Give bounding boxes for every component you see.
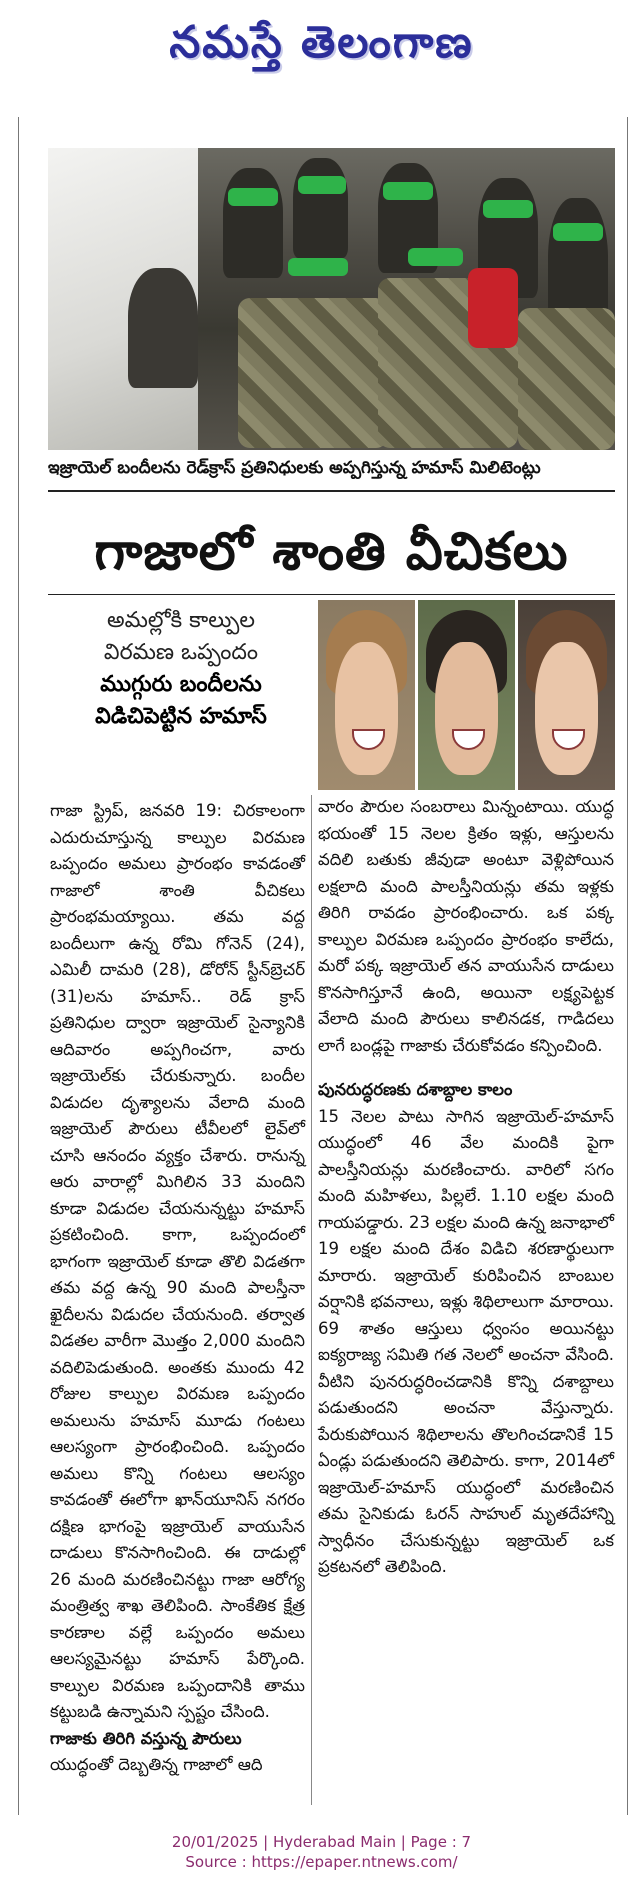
headline: గాజాలో శాంతి వీచికలు bbox=[94, 521, 569, 582]
headline-rule bbox=[48, 594, 615, 595]
deck-line: ముగ్గురు బందీలను bbox=[100, 672, 262, 697]
article-paragraph: వారం పౌరుల సంబరాలు మిన్నంటాయి. యుద్ధ భయంతో 15 నెలల క్రితం ఇళ్లు, ఆస్తులను వదిలి బతుకు జీవుడా అంటూ వెళ్లిపోయిన లక్షలాది మంది పాలస్తీనియన్లు తమ ఇళ్లకు తిరిగి రావడం ప్రారంభించారు. ఒక పక్క కాల్పుల విరమణ ఒప్పందం ప్రారంభం కాలేదు, మరో పక్క ఇజ్రాయెల్ తన వాయుసేన దాడులు కొనసాగిస్తూనే ఉంది, అయినా లక్ష్యపెట్టక వేలాది మంది పౌరులు కాలినడక, గాడిదలు లాగే బండ్లపై గాజాకు చేరుకోవడం కన్పించింది. bbox=[318, 797, 614, 1055]
photo-headband bbox=[553, 223, 603, 241]
article-subhead: గాజాకు తిరిగి వస్తున్న పౌరులు bbox=[50, 1728, 242, 1748]
photo-caption: ఇజ్రాయెల్ బందీలను రెడ్‌క్రాస్ ప్రతినిధులకు అప్పగిస్తున్న హమాస్ మిలిటెంట్లు bbox=[48, 458, 541, 478]
portrait-face bbox=[535, 642, 597, 775]
photo-redcross-vest bbox=[468, 268, 518, 348]
photo-headband bbox=[228, 188, 278, 206]
photo-headband bbox=[288, 258, 348, 276]
portrait-face bbox=[435, 642, 497, 775]
portrait bbox=[318, 600, 415, 790]
footer-source: Source : https://epaper.ntnews.com/ bbox=[185, 1853, 458, 1871]
deck-line: విడిచిపెట్టిన హమాస్ bbox=[95, 704, 267, 729]
photo-uniform bbox=[518, 308, 615, 450]
news-photo bbox=[48, 148, 615, 450]
photo-headband bbox=[298, 176, 346, 194]
photo-figure bbox=[128, 268, 198, 388]
caption-rule bbox=[48, 490, 615, 492]
article-paragraph: గాజా స్ట్రిప్, జనవరి 19: చిరకాలంగా ఎదురుచూస్తున్న కాల్పుల విరమణ ఒప్పందం అమలు ప్రారంభం కావడంతో గాజాలో శాంతి వీచికలు ప్రారంభమయ్యాయి. తమ వద్ద బందీలుగా ఉన్న రోమి గోనెన్ (24), ఎమిలీ దామరి (28), డోరోన్ స్టీన్‌బ్రెచర్ (31)లను హమాస్.. రెడ్ క్రాస్ ప్రతినిధుల ద్వారా ఇజ్రాయెల్ సైన్యానికి ఆదివారం అప్పగించగా, వారు ఇజ్రాయెల్‌కు చేరుకున్నారు. బందీల విడుదల దృశ్యాలను వేలాది మంది ఇజ్రాయెల్ పౌరులు టీవీలలో లైవ్‌లో చూసి ఆనందం వ్యక్తం చేశారు. రానున్న ఆరు వారాల్లో మిగిలిన 33 మందిని కూడా విడుదల చేయనున్నట్టు హమాస్ ప్రకటించింది. కాగా, ఒప్పందంలో భాగంగా ఇజ్రాయెల్ కూడా తొలి విడతగా తమ వద్ద ఉన్న 90 మంది పాలస్తీనా ఖైదీలను విడుదల చేయనుంది. తర్వాత విడతల వారీగా మొత్తం 2,000 మందిని వదిలిపెడుతుంది. అంతకు ముందు 42 రోజుల కాల్పుల విరమణ ఒప్పందం అమలును హమాస్ మూడు గంటలు ఆలస్యంగా ప్రారంభించింది. ఒప్పందం అమలు కొన్ని గంటలు ఆలస్యం కావడంతో ఈలోగా ఖాన్‌యూనిస్ నగరం దక్షిణ భాగంపై ఇజ్రాయెల్ వాయుసేన దాడులు కొనసాగించింది. ఈ దాడుల్లో 26 మంది మరణించినట్టు గాజా ఆరోగ్య మంత్రిత్వ శాఖ తెలిపింది. సాంకేతిక క్షేత్ర కారణాల వల్లే ఒప్పందం అమలు ఆలస్యమైనట్టు హమాస్ పేర్కొంది. కాల్పుల విరమణ ఒప్పందానికి తాము కట్టుబడి ఉన్నామని స్పష్టం చేసింది. bbox=[50, 801, 305, 1721]
deck bbox=[56, 605, 306, 733]
hostage-portraits bbox=[318, 600, 615, 790]
photo-figure bbox=[293, 158, 348, 258]
portrait-face bbox=[335, 642, 397, 775]
article-column-left bbox=[50, 798, 305, 1779]
masthead-title: నమస్తే తెలంగాణ bbox=[169, 16, 474, 68]
article-paragraph: 15 నెలల పాటు సాగిన ఇజ్రాయెల్-హమాస్ యుద్ధంలో 46 వేల మందికి పైగా పాలస్తీనియన్లు మరణించారు. వారిలో సగం మంది మహిళలు, పిల్లలే. 1.10 లక్షల మంది గాయపడ్డారు. 23 లక్షల మంది ఉన్న జనాభాలో 19 లక్షల మంది దేశం విడిచి శరణార్థులుగా మారారు. ఇజ్రాయెల్ కురిపించిన బాంబుల వర్షానికి భవనాలు, ఇళ్లు శిథిలాలుగా మారాయి. 69 శాతం ఆస్తులు ధ్వంసం అయినట్టు ఐక్యరాజ్య సమితి గత నెలలో అంచనా వేసింది. వీటిని పునరుద్ధరించడానికి కొన్ని దశాబ్దాలు పడుతుందని అంచనా వేస్తున్నారు. పేరుకుపోయిన శిథిలాలను తొలగించడానికే 15 ఏండ్లు పడుతుందని తెలిపారు. కాగా, 2014లో ఇజ్రాయెల్-హమాస్ యుద్ధంలో మరణించిన తమ సైనికుడు ఓరన్ సాహుల్ మృతదేహాన్ని స్వాధీనం చేసుకున్నట్టు ఇజ్రాయెల్ ఒక ప్రకటనలో తెలిపింది. bbox=[318, 1106, 614, 1576]
portrait bbox=[418, 600, 515, 790]
photo-uniform bbox=[238, 298, 388, 448]
article-subhead: పునరుద్ధరణకు దశాబ్దాల కాలం bbox=[318, 1080, 513, 1099]
photo-figure bbox=[223, 168, 283, 278]
deck-line: అమల్లోకి కాల్పుల bbox=[107, 608, 255, 633]
portrait bbox=[518, 600, 615, 790]
article-paragraph: యుద్ధంతో దెబ్బతిన్న గాజాలో ఆది bbox=[50, 1755, 263, 1774]
photo-headband bbox=[483, 200, 533, 218]
deck-line: విరమణ ఒప్పందం bbox=[103, 640, 259, 665]
masthead bbox=[0, 0, 643, 95]
article-column-right bbox=[318, 794, 614, 1581]
photo-headband bbox=[408, 248, 463, 266]
page-footer bbox=[0, 1832, 643, 1872]
column-divider bbox=[311, 795, 312, 1805]
photo-headband bbox=[383, 182, 433, 200]
footer-edition: 20/01/2025 | Hyderabad Main | Page : 7 bbox=[171, 1833, 472, 1851]
